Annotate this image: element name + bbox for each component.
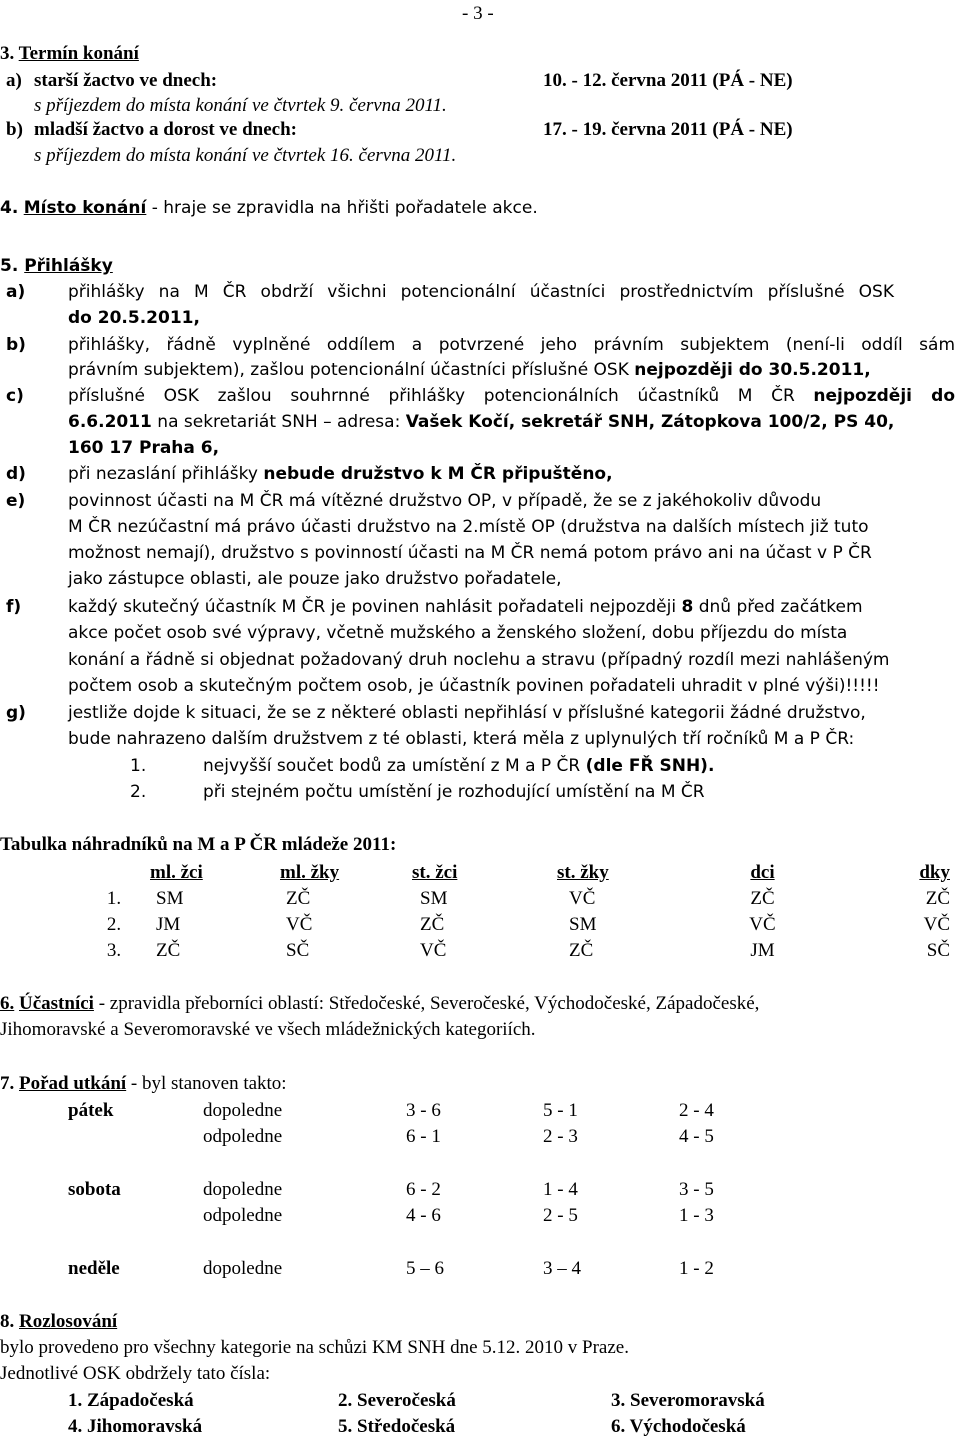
s5-f-days: 8 bbox=[681, 597, 694, 617]
section-5-heading bbox=[0, 254, 113, 278]
schedule-match: 5 – 6 bbox=[406, 1258, 444, 1279]
section-6-text: - zpravidla přeborníci oblastí: Středočeské, Severočeské, Východočeské, Západočeské, bbox=[93, 993, 760, 1014]
osk-number-5: 5. Středočeská bbox=[338, 1416, 456, 1437]
osk-number-3: 3. Severomoravská bbox=[611, 1390, 765, 1411]
section-7-number: 7. bbox=[0, 1073, 15, 1094]
schedule-match: 6 - 2 bbox=[406, 1179, 441, 1200]
schedule-match: 2 - 5 bbox=[543, 1205, 578, 1226]
s3-a-date: 10. - 12. června 2011 (PÁ - NE) bbox=[543, 70, 793, 91]
section-6-line-2: Jihomoravské a Severomoravské ve všech mládežnických kategoriích. bbox=[0, 1019, 536, 1040]
section-3-title: Termín konání bbox=[18, 43, 139, 64]
section-7-heading bbox=[0, 1072, 287, 1096]
s5-d-line bbox=[68, 462, 613, 486]
s5-e-line-3: možnost nemají), družstvo s povinností účasti na M ČR nemá potom právo ani na účast v P ČR bbox=[68, 543, 872, 563]
section-4-title: Místo konání bbox=[23, 198, 147, 218]
section-8-title: Rozlosování bbox=[19, 1311, 118, 1332]
schedule-match: 1 - 3 bbox=[679, 1205, 714, 1226]
s5-e-line-2: M ČR nezúčastní má právo účasti družstvo na 2.místě OP (družstva na dalších místech již tuto bbox=[68, 517, 869, 537]
section-8-heading bbox=[0, 1310, 117, 1334]
table-row bbox=[78, 912, 950, 938]
s5-a-line-1: přihlášky na M ČR obdrží všichni potencionální účastníci prostřednictvím příslušné OSK bbox=[68, 282, 894, 302]
header-ml-zky: ml. žky bbox=[280, 862, 340, 883]
osk-number-1: 1. Západočeská bbox=[68, 1390, 194, 1411]
s5-f-label: f) bbox=[6, 597, 22, 617]
s5-c-label: c) bbox=[6, 386, 24, 406]
s3-b-sub: s příjezdem do místa konání ve čtvrtek 16. června 2011. bbox=[34, 145, 457, 166]
s5-f-line-1 bbox=[68, 595, 863, 619]
s5-f-text-c: dnů před začátkem bbox=[693, 597, 863, 617]
table-cell: JM bbox=[750, 940, 775, 961]
table-cell: JM bbox=[156, 914, 181, 935]
schedule-match: 4 - 6 bbox=[406, 1205, 441, 1226]
schedule-part: odpoledne bbox=[203, 1126, 283, 1147]
s5-c-deadline-date: 6.6.2011 bbox=[68, 412, 152, 432]
table-cell: ZČ bbox=[925, 888, 950, 909]
s5-f-line-4: počtem osob a skutečným počtem osob, je účastník povinen pořadateli uhradit v plné výši)!!!!! bbox=[68, 676, 880, 696]
s5-c-line-2 bbox=[68, 410, 894, 434]
s5-b-line-2-text: právním subjektem), zašlou potencionální účastníci příslušné OSK bbox=[68, 360, 635, 380]
schedule-match: 5 - 1 bbox=[543, 1100, 578, 1121]
s5-g-item-1-text: nejvyšší součet bodů za umístění z M a P ČR bbox=[203, 756, 586, 776]
s5-c-address: Vašek Kočí, sekretář SNH, Zátopkova 100/2, PS 40, bbox=[405, 412, 895, 432]
s5-d-text: při nezaslání přihlášky bbox=[68, 464, 264, 484]
s5-d-bold: nebude družstvo k M ČR připuštěno, bbox=[263, 464, 613, 484]
table-cell: ZČ bbox=[569, 940, 594, 961]
s5-a-line-2: do 20.5.2011, bbox=[68, 308, 200, 328]
table-cell: SM bbox=[420, 888, 448, 909]
s5-g-item-2-number: 2. bbox=[130, 782, 147, 802]
header-st-zci: st. žci bbox=[412, 862, 458, 883]
s5-c-deadline-label: nejpozději do bbox=[813, 386, 955, 406]
s5-c-line-2-text: na sekretariát SNH – adresa: bbox=[151, 412, 406, 432]
row-number: 1. bbox=[106, 888, 122, 909]
schedule-match: 1 - 2 bbox=[679, 1258, 714, 1279]
s5-g-line-2: bude nahrazeno dalším družstvem z té oblasti, která měla z uplynulých tří ročníků M a P ČR: bbox=[68, 729, 855, 749]
table-cell: VČ bbox=[286, 914, 313, 935]
schedule-match: 3 – 4 bbox=[543, 1258, 581, 1279]
replacements-table bbox=[78, 860, 950, 964]
section-4-number: 4. bbox=[0, 198, 19, 218]
s3-b-date: 17. - 19. června 2011 (PÁ - NE) bbox=[543, 119, 793, 140]
section-6-line-1 bbox=[0, 992, 759, 1016]
schedule-day: sobota bbox=[68, 1179, 121, 1200]
schedule-part: dopoledne bbox=[203, 1179, 283, 1200]
schedule-day: pátek bbox=[68, 1100, 114, 1121]
s5-b-line-2 bbox=[68, 358, 871, 382]
table-cell: VČ bbox=[420, 940, 447, 961]
s5-g-item-1-number: 1. bbox=[130, 756, 147, 776]
s5-e-line-4: jako zástupce oblasti, ale pouze jako družstvo pořadatele, bbox=[68, 569, 562, 589]
header-dci: dci bbox=[750, 862, 775, 883]
header-dky: dky bbox=[919, 862, 950, 883]
row-number: 2. bbox=[106, 914, 122, 935]
table-cell: ZČ bbox=[420, 914, 445, 935]
s5-b-line-1: přihlášky, řádně vyplněné oddílem a potvrzené jeho právním subjektem (není-li oddíl sám bbox=[68, 335, 955, 355]
table-row bbox=[78, 938, 950, 964]
s3-a-label: a) bbox=[6, 70, 22, 91]
section-8-line-1: bylo provedeno pro všechny kategorie na schůzi KM SNH dne 5.12. 2010 v Praze. bbox=[0, 1337, 629, 1358]
s5-c-line-3: 160 17 Praha 6, bbox=[68, 438, 220, 458]
schedule-part: dopoledne bbox=[203, 1100, 283, 1121]
schedule-day: neděle bbox=[68, 1258, 120, 1279]
section-5-number: 5. bbox=[0, 256, 19, 276]
table-cell: SČ bbox=[286, 940, 310, 961]
section-7-title: Pořad utkání bbox=[19, 1073, 127, 1094]
table-row bbox=[78, 886, 950, 912]
section-8-line-2: Jednotlivé OSK obdržely tato čísla: bbox=[0, 1363, 271, 1384]
s5-g-label: g) bbox=[6, 703, 26, 723]
s5-g-line-1: jestliže dojde k situaci, že se z některé oblasti nepřihlásí v příslušné kategorii žádné družstvo, bbox=[68, 703, 866, 723]
table-cell: VČ bbox=[923, 914, 950, 935]
header-ml-zci: ml. žci bbox=[150, 862, 203, 883]
s5-e-label: e) bbox=[6, 491, 26, 511]
schedule-match: 2 - 3 bbox=[543, 1126, 578, 1147]
section-6-number: 6. bbox=[0, 993, 15, 1014]
s5-b-deadline: nejpozději do 30.5.2011, bbox=[634, 360, 871, 380]
osk-number-2: 2. Severočeská bbox=[338, 1390, 456, 1411]
s5-g-item-1 bbox=[203, 754, 714, 778]
section-8-number: 8. bbox=[0, 1311, 15, 1332]
s5-c-line-1-text: příslušné OSK zašlou souhrnné přihlášky potencionálních účastníků M ČR bbox=[68, 386, 814, 406]
section-4 bbox=[0, 196, 538, 220]
section-7-text: - byl stanoven takto: bbox=[126, 1073, 287, 1094]
table-cell: SM bbox=[156, 888, 184, 909]
s5-e-line-1: povinnost účasti na M ČR má vítězné družstvo OP, v případě, že se z jakéhokoliv důvodu bbox=[68, 491, 822, 511]
s3-a-sub: s příjezdem do místa konání ve čtvrtek 9. června 2011. bbox=[34, 95, 447, 116]
section-4-text: - hraje se zpravidla na hřišti pořadatele akce. bbox=[146, 198, 538, 218]
s3-b-label: b) bbox=[6, 119, 23, 140]
s5-a-label: a) bbox=[6, 282, 26, 302]
osk-number-6: 6. Východočeská bbox=[611, 1416, 746, 1437]
section-6-title: Účastníci bbox=[19, 993, 94, 1014]
page-number: - 3 - bbox=[462, 3, 494, 24]
table-cell: ZČ bbox=[156, 940, 181, 961]
s5-g-item-2: při stejném počtu umístění je rozhodující umístění na M ČR bbox=[203, 782, 705, 802]
s5-f-line-3: konání a řádně si objednat požadovaný druh noclehu a stravu (případný rozdíl mezi nahlášeným bbox=[68, 650, 890, 670]
schedule-match: 6 - 1 bbox=[406, 1126, 441, 1147]
s5-g-item-1-bold: (dle FŘ SNH). bbox=[585, 756, 715, 776]
section-3-heading bbox=[0, 42, 139, 66]
schedule-match: 1 - 4 bbox=[543, 1179, 578, 1200]
s5-f-text-a: každý skutečný účastník M ČR je povinen nahlásit pořadateli nejpozději bbox=[68, 597, 682, 617]
schedule-part: odpoledne bbox=[203, 1205, 283, 1226]
table-cell: VČ bbox=[749, 914, 776, 935]
schedule-match: 2 - 4 bbox=[679, 1100, 714, 1121]
row-number: 3. bbox=[106, 940, 122, 961]
table-cell: ZČ bbox=[750, 888, 775, 909]
s5-f-line-2: akce počet osob své výpravy, včetně mužského a ženského složení, dobu příjezdu do místa bbox=[68, 623, 848, 643]
osk-number-4: 4. Jihomoravská bbox=[68, 1416, 203, 1437]
schedule-match: 3 - 5 bbox=[679, 1179, 714, 1200]
section-3-number: 3. bbox=[0, 43, 15, 64]
s5-c-line-1 bbox=[68, 384, 955, 408]
table-cell: VČ bbox=[569, 888, 596, 909]
table-cell: SČ bbox=[926, 940, 950, 961]
s5-d-label: d) bbox=[6, 464, 26, 484]
table-cell: ZČ bbox=[286, 888, 311, 909]
s5-b-label: b) bbox=[6, 335, 26, 355]
replacements-header-row bbox=[78, 860, 950, 886]
s3-a-text: starší žactvo ve dnech: bbox=[34, 70, 218, 91]
s3-b-text: mladší žactvo a dorost ve dnech: bbox=[34, 119, 297, 140]
section-5-title: Přihlášky bbox=[24, 256, 113, 276]
schedule-match: 3 - 6 bbox=[406, 1100, 441, 1121]
schedule-match: 4 - 5 bbox=[679, 1126, 714, 1147]
header-st-zky: st. žky bbox=[557, 862, 609, 883]
table-cell: SM bbox=[569, 914, 597, 935]
schedule-part: dopoledne bbox=[203, 1258, 283, 1279]
replacements-title: Tabulka náhradníků na M a P ČR mládeže 2011: bbox=[0, 834, 397, 855]
